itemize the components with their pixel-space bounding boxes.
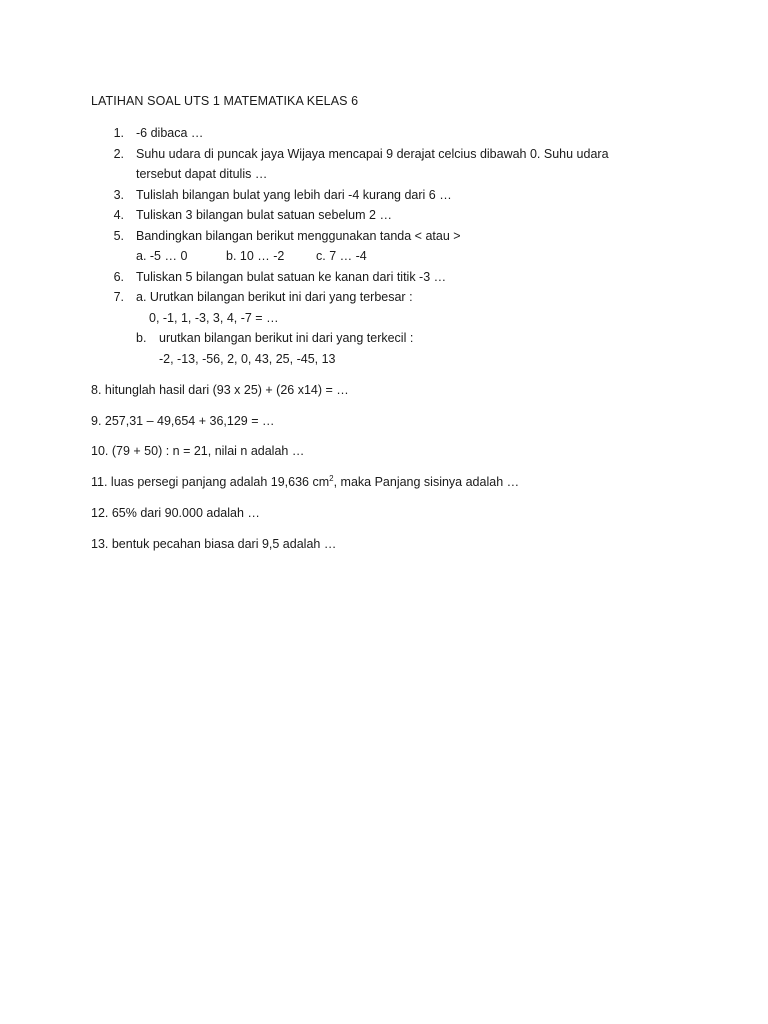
question-7a: a. Urutkan bilangan berikut ini dari yang terbesar :	[136, 290, 413, 304]
list-number: 6.	[113, 270, 124, 284]
question-11-text: 11. luas persegi panjang adalah 19,636 cm	[91, 475, 330, 489]
question-7b-label: b.	[136, 331, 147, 345]
question-6: Tuliskan 5 bilangan bulat satuan ke kanan dari titik -3 …	[136, 270, 447, 284]
question-5-option-a: a. -5 … 0	[136, 249, 188, 263]
question-12: 12. 65% dari 90.000 adalah …	[91, 506, 260, 520]
question-4: Tuliskan 3 bilangan bulat satuan sebelum 2 …	[136, 208, 392, 222]
question-11-text-end: , maka Panjang sisinya adalah …	[333, 475, 520, 489]
list-number: 1.	[113, 126, 124, 140]
question-8: 8. hitunglah hasil dari (93 x 25) + (26 x14) = …	[91, 383, 349, 397]
question-2: Suhu udara di puncak jaya Wijaya mencapai 9 derajat celcius dibawah 0. Suhu udara	[136, 147, 609, 161]
question-7b: urutkan bilangan berikut ini dari yang terkecil :	[159, 331, 414, 345]
question-2-continued: tersebut dapat ditulis …	[136, 167, 268, 181]
question-3: Tulislah bilangan bulat yang lebih dari -4 kurang dari 6 …	[136, 188, 452, 202]
list-number: 3.	[113, 188, 124, 202]
question-5-option-c: c. 7 … -4	[316, 249, 367, 263]
list-number: 4.	[113, 208, 124, 222]
question-5: Bandingkan bilangan berikut menggunakan tanda < atau >	[136, 229, 461, 243]
question-7a-values: 0, -1, 1, -3, 3, 4, -7 = …	[149, 311, 279, 325]
question-5-option-b: b. 10 … -2	[226, 249, 285, 263]
question-10: 10. (79 + 50) : n = 21, nilai n adalah …	[91, 444, 305, 458]
list-number: 2.	[113, 147, 124, 161]
list-number: 7.	[113, 290, 124, 304]
superscript-squared: 2	[329, 473, 334, 483]
question-1: -6 dibaca …	[136, 126, 204, 140]
document-title: LATIHAN SOAL UTS 1 MATEMATIKA KELAS 6	[91, 94, 359, 108]
question-13: 13. bentuk pecahan biasa dari 9,5 adalah …	[91, 537, 337, 551]
question-7b-values: -2, -13, -56, 2, 0, 43, 25, -45, 13	[159, 352, 336, 366]
question-11	[91, 474, 519, 490]
list-number: 5.	[113, 229, 124, 243]
question-9: 9. 257,31 – 49,654 + 36,129 = …	[91, 414, 275, 428]
